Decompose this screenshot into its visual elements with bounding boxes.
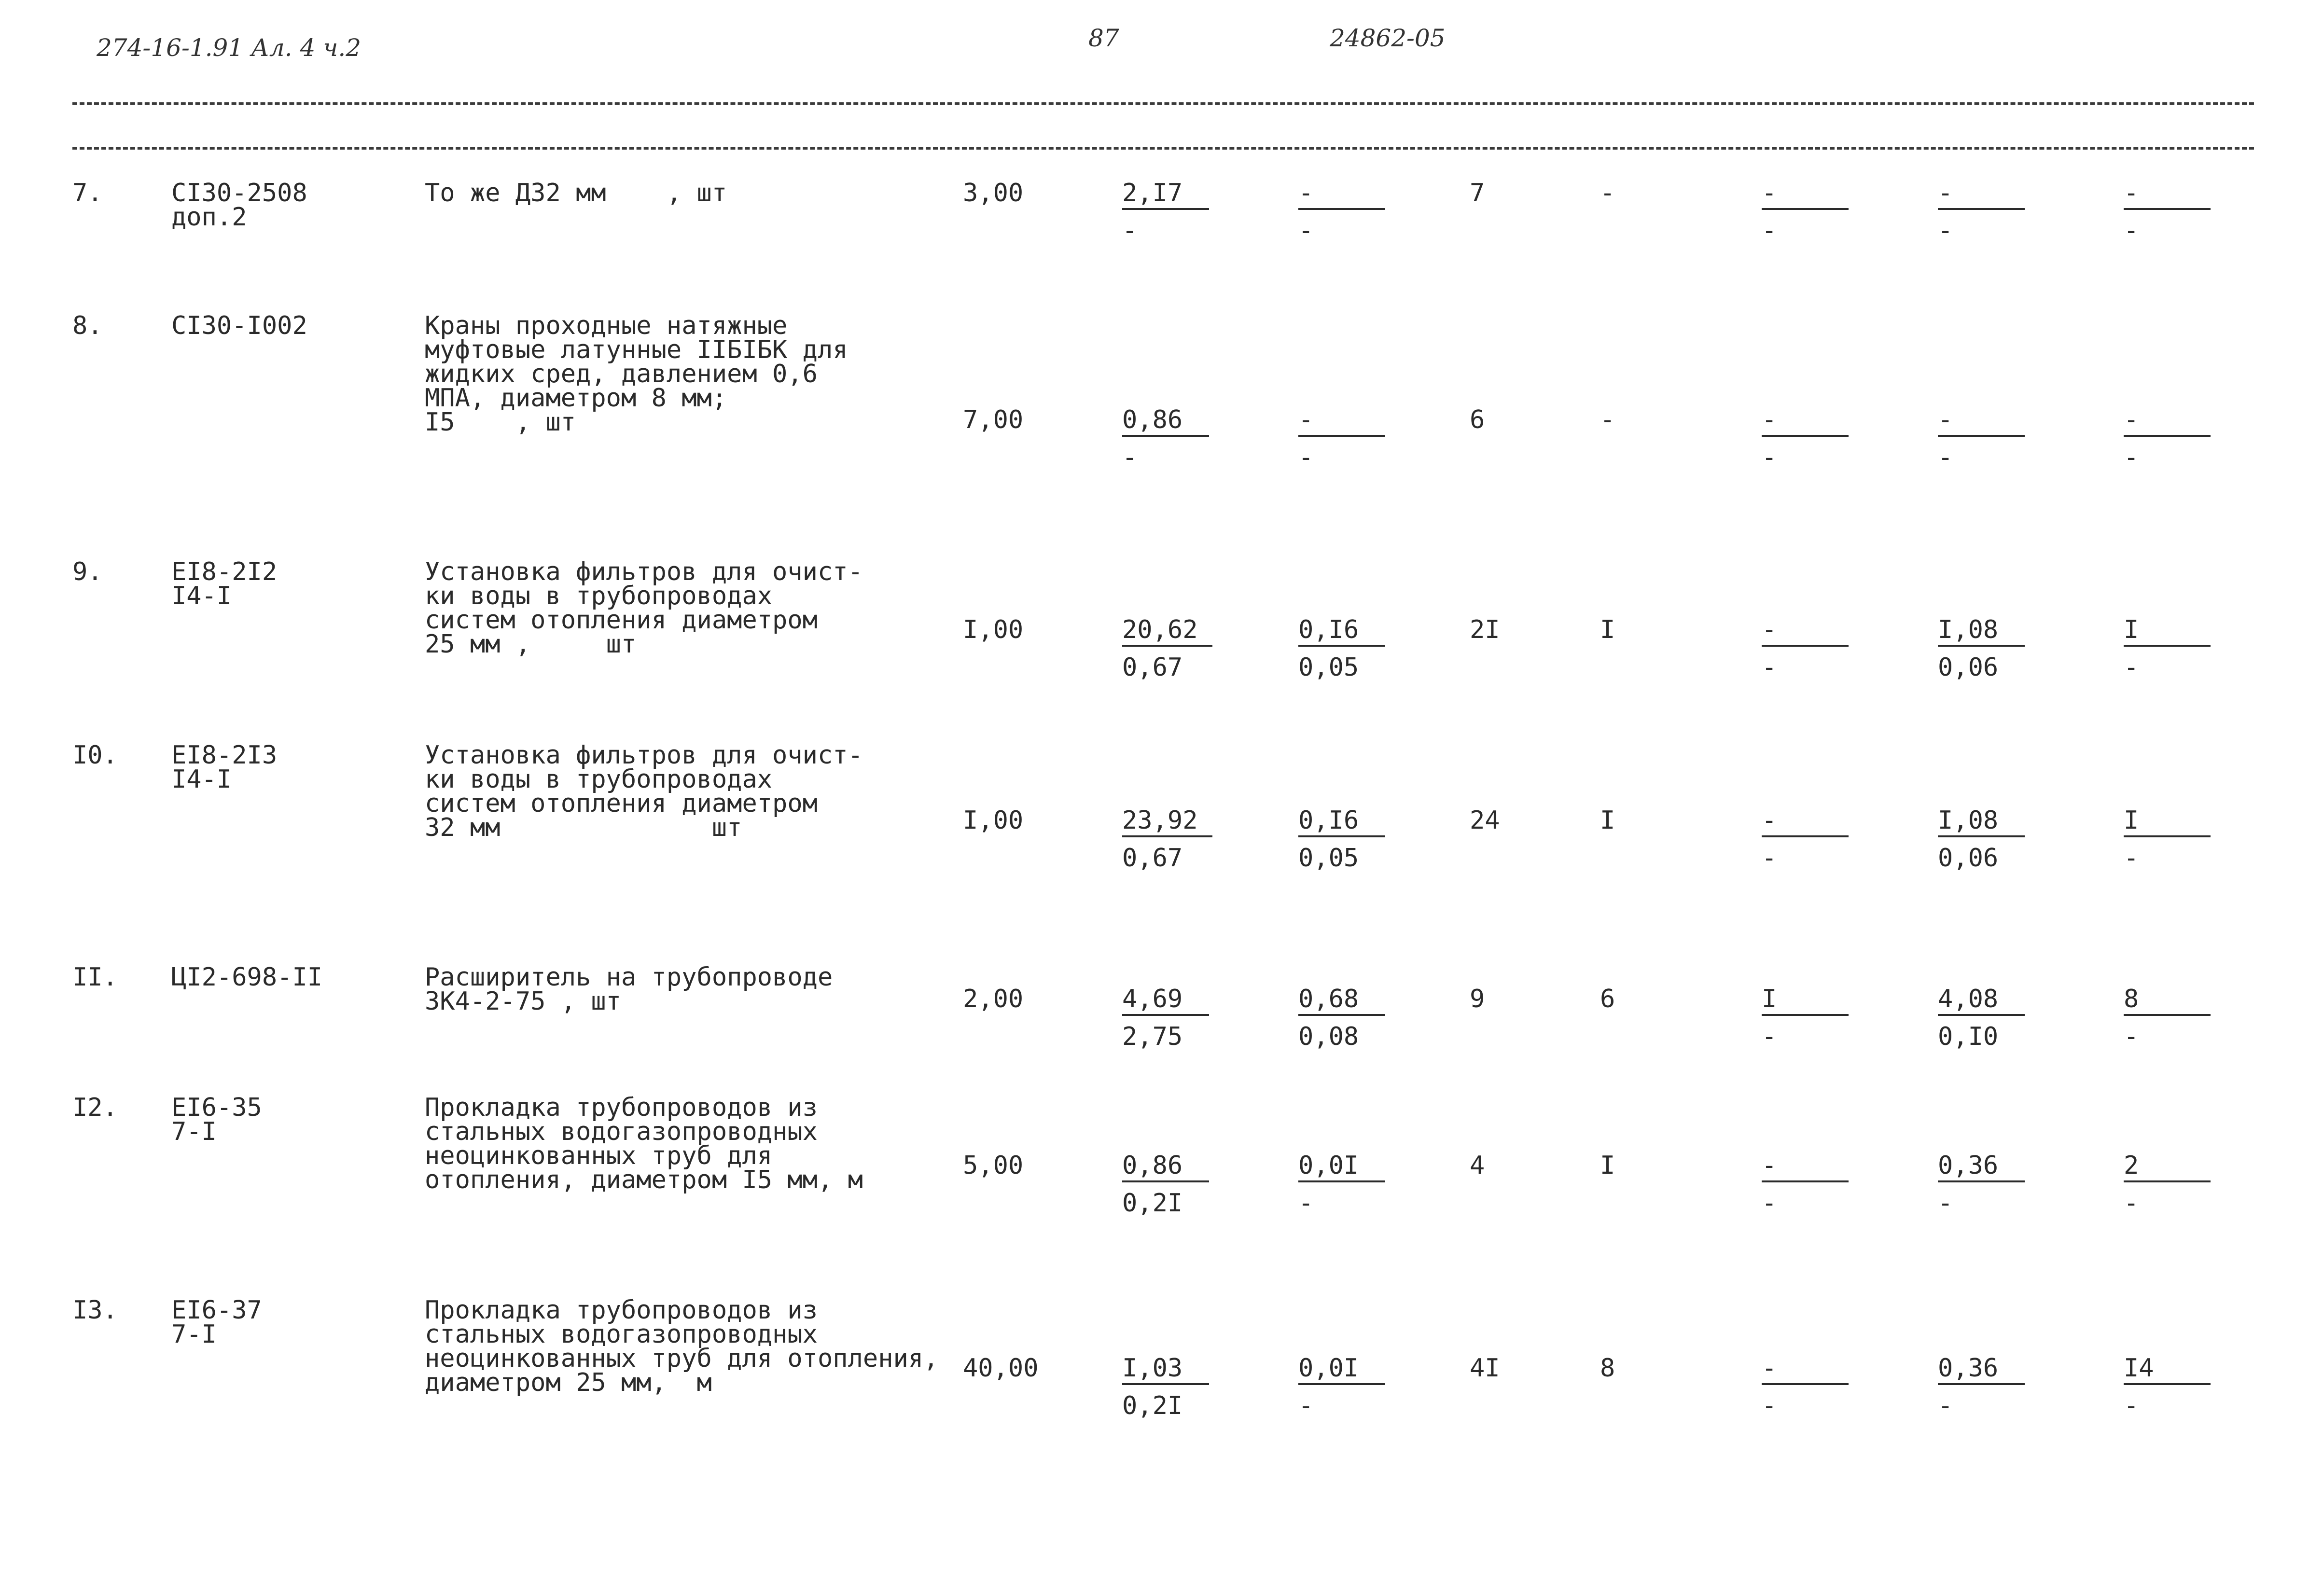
wage-cost: 6 [1600, 985, 1615, 1013]
labor-total-top: I [2124, 618, 2211, 647]
machine-operation-top: - [1762, 1356, 1849, 1385]
labor-total [2124, 405, 2211, 472]
labor-unit-bottom: 0,06 [1938, 844, 1999, 873]
labor-total [2124, 615, 2211, 682]
rate-code: ЕI8-2I3 I4-I [171, 741, 278, 794]
labor-unit [1938, 987, 2025, 1049]
rate-code: ЦI2-698-II [171, 963, 323, 992]
unit-machine-cost-top: 0,I6 [1298, 808, 1385, 837]
total-cost: 24 [1470, 806, 1500, 835]
unit-machine-cost-top: - [1298, 408, 1385, 437]
row-number: I2. [72, 1093, 118, 1122]
unit-cost [1122, 615, 1212, 682]
labor-unit [1938, 1356, 2025, 1418]
machine-operation-bottom: - [1762, 1022, 1777, 1051]
quantity: 3,00 [963, 179, 1024, 208]
unit-machine-cost-bottom: - [1298, 443, 1314, 472]
labor-unit [1938, 181, 2025, 243]
machine-operation-top: I [1762, 987, 1849, 1016]
quantity: I,00 [963, 806, 1024, 835]
work-description: Установка фильтров для очист- ки воды в трубопроводах систем отопления диаметром 32 мм шт [425, 741, 863, 842]
labor-total-bottom: - [2124, 1022, 2139, 1051]
unit-cost-top: 20,62 [1122, 618, 1212, 647]
row-number: II. [72, 963, 118, 992]
work-description: Установка фильтров для очист- ки воды в трубопроводах систем отопления диаметром 25 мм , шт [425, 557, 863, 659]
labor-total [2124, 1151, 2211, 1218]
total-cost: 4I [1470, 1354, 1500, 1383]
unit-cost-top: I,03 [1122, 1356, 1209, 1385]
quantity: 40,00 [963, 1354, 1039, 1383]
machine-operation-top: - [1762, 808, 1849, 837]
unit-cost [1122, 806, 1212, 873]
machine-operation [1762, 405, 1849, 472]
labor-unit-top: I,08 [1938, 808, 2025, 837]
unit-machine-cost-top: 0,I6 [1298, 618, 1385, 647]
machine-operation [1762, 181, 1849, 243]
labor-total-top: 8 [2124, 987, 2211, 1016]
wage-cost: - [1600, 179, 1615, 208]
quantity: 2,00 [963, 985, 1024, 1013]
work-description: Расширитель на трубопроводе 3К4-2-75 , шт [425, 963, 833, 1016]
labor-total [2124, 987, 2211, 1049]
labor-total-top: I [2124, 808, 2211, 837]
unit-machine-cost-bottom: - [1298, 1189, 1314, 1218]
labor-unit-top: 0,36 [1938, 1153, 2025, 1182]
work-description: Прокладка трубопроводов из стальных водогазопроводных неоцинкованных труб для отопления, диаметром I5 мм, м [425, 1093, 863, 1194]
labor-unit-bottom: - [1938, 1391, 1953, 1420]
row-number: 9. [72, 557, 103, 586]
wage-cost: I [1600, 615, 1615, 644]
unit-machine-cost-top: 0,68 [1298, 987, 1385, 1016]
unit-machine-cost [1298, 806, 1385, 873]
labor-total-bottom: - [2124, 1391, 2139, 1420]
labor-unit-bottom: - [1938, 443, 1953, 472]
unit-machine-cost [1298, 1151, 1385, 1218]
machine-operation-bottom: - [1762, 443, 1777, 472]
wage-cost: I [1600, 1151, 1615, 1180]
quantity: 5,00 [963, 1151, 1024, 1180]
row-number: I0. [72, 741, 118, 770]
unit-machine-cost-bottom: 0,08 [1298, 1022, 1359, 1051]
unit-machine-cost [1298, 405, 1385, 472]
labor-unit [1938, 806, 2025, 873]
total-cost: 9 [1470, 985, 1485, 1013]
table-row [0, 1093, 2309, 1298]
unit-machine-cost-bottom: - [1298, 1391, 1314, 1420]
dashed-rule-second [72, 147, 2254, 150]
unit-cost-top: 23,92 [1122, 808, 1212, 837]
labor-total-bottom: - [2124, 1189, 2139, 1218]
labor-unit-top: - [1938, 408, 2025, 437]
labor-total-top: - [2124, 408, 2211, 437]
machine-operation-bottom: - [1762, 1189, 1777, 1218]
work-description: Прокладка трубопроводов из стальных водогазопроводных неоцинкованных труб для отопления, диаметром 25 мм, м [425, 1296, 939, 1397]
machine-operation-bottom: - [1762, 844, 1777, 873]
unit-cost-top: 0,86 [1122, 408, 1209, 437]
unit-cost-bottom: - [1122, 216, 1138, 245]
unit-cost-top: 2,I7 [1122, 181, 1209, 210]
rate-code: СI30-2508 доп.2 [171, 179, 307, 232]
rate-code: ЕI6-37 7-I [171, 1296, 262, 1349]
machine-operation-top: - [1762, 618, 1849, 647]
unit-cost-bottom: 0,2I [1122, 1189, 1183, 1218]
total-cost: 2I [1470, 615, 1500, 644]
work-description: Краны проходные натяжные муфтовые латунные IIБIБК для жидких сред, давлением 0,6 МПА, диаметром 8 мм; I5 , шт [425, 311, 848, 437]
machine-operation-top: - [1762, 408, 1849, 437]
labor-unit-top: 4,08 [1938, 987, 2025, 1016]
row-number: 7. [72, 179, 103, 208]
labor-total [2124, 181, 2211, 243]
wage-cost: - [1600, 405, 1615, 434]
rate-code: ЕI6-35 7-I [171, 1093, 262, 1146]
dashed-rule-top [72, 102, 2254, 105]
labor-total-bottom: - [2124, 443, 2139, 472]
labor-unit [1938, 1151, 2025, 1218]
labor-unit [1938, 405, 2025, 472]
rate-code: СI30-I002 [171, 311, 307, 340]
unit-machine-cost-top: 0,0I [1298, 1153, 1385, 1182]
document-reference-note: 274-16-1.91 Ал. 4 ч.2 [97, 34, 362, 62]
labor-unit-bottom: 0,06 [1938, 653, 1999, 682]
unit-cost [1122, 181, 1209, 243]
unit-machine-cost [1298, 987, 1385, 1049]
row-number: 8. [72, 311, 103, 340]
labor-total-top: 2 [2124, 1153, 2211, 1182]
table-row [0, 557, 2309, 763]
machine-operation [1762, 987, 1849, 1049]
labor-total [2124, 1356, 2211, 1418]
unit-machine-cost-bottom: - [1298, 216, 1314, 245]
unit-machine-cost [1298, 181, 1385, 243]
labor-total-top: - [2124, 181, 2211, 210]
unit-cost-bottom: - [1122, 443, 1138, 472]
labor-unit-top: 0,36 [1938, 1356, 2025, 1385]
wage-cost: 8 [1600, 1354, 1615, 1383]
unit-machine-cost [1298, 615, 1385, 682]
unit-cost-top: 0,86 [1122, 1153, 1209, 1182]
unit-machine-cost-top: 0,0I [1298, 1356, 1385, 1385]
labor-unit-top: - [1938, 181, 2025, 210]
work-description: То же Д32 мм , шт [425, 179, 727, 208]
labor-unit-top: I,08 [1938, 618, 2025, 647]
machine-operation [1762, 806, 1849, 873]
machine-operation-top: - [1762, 181, 1849, 210]
labor-total-bottom: - [2124, 216, 2139, 245]
unit-cost-bottom: 0,67 [1122, 844, 1183, 873]
labor-unit-bottom: - [1938, 216, 1953, 245]
table-row [0, 311, 2309, 516]
unit-cost-bottom: 0,2I [1122, 1391, 1183, 1420]
machine-operation-top: - [1762, 1153, 1849, 1182]
machine-operation [1762, 1356, 1849, 1418]
table-row [0, 1298, 2309, 1501]
machine-operation [1762, 615, 1849, 682]
machine-operation [1762, 1151, 1849, 1218]
total-cost: 4 [1470, 1151, 1485, 1180]
unit-machine-cost-bottom: 0,05 [1298, 653, 1359, 682]
unit-machine-cost-bottom: 0,05 [1298, 844, 1359, 873]
labor-total-top: I4 [2124, 1356, 2211, 1385]
unit-machine-cost-top: - [1298, 181, 1385, 210]
machine-operation-bottom: - [1762, 653, 1777, 682]
unit-cost [1122, 987, 1209, 1049]
labor-total [2124, 806, 2211, 873]
wage-cost: I [1600, 806, 1615, 835]
unit-cost-top: 4,69 [1122, 987, 1209, 1016]
unit-cost [1122, 1151, 1209, 1218]
quantity: I,00 [963, 615, 1024, 644]
machine-operation-bottom: - [1762, 1391, 1777, 1420]
total-cost: 7 [1470, 179, 1485, 208]
labor-total-bottom: - [2124, 844, 2139, 873]
unit-cost-bottom: 0,67 [1122, 653, 1183, 682]
table-row [0, 743, 2309, 946]
machine-operation-bottom: - [1762, 216, 1777, 245]
unit-cost [1122, 1356, 1209, 1418]
unit-cost [1122, 405, 1209, 472]
total-cost: 6 [1470, 405, 1485, 434]
labor-total-bottom: - [2124, 653, 2139, 682]
document-number: 24862-05 [1330, 24, 1446, 52]
labor-unit-bottom: - [1938, 1189, 1953, 1218]
rate-code: ЕI8-2I2 I4-I [171, 557, 278, 611]
labor-unit-bottom: 0,I0 [1938, 1022, 1999, 1051]
unit-machine-cost [1298, 1356, 1385, 1418]
row-number: I3. [72, 1296, 118, 1325]
page-number: 87 [1088, 24, 1119, 52]
unit-cost-bottom: 2,75 [1122, 1022, 1183, 1051]
labor-unit [1938, 615, 2025, 682]
quantity: 7,00 [963, 405, 1024, 434]
